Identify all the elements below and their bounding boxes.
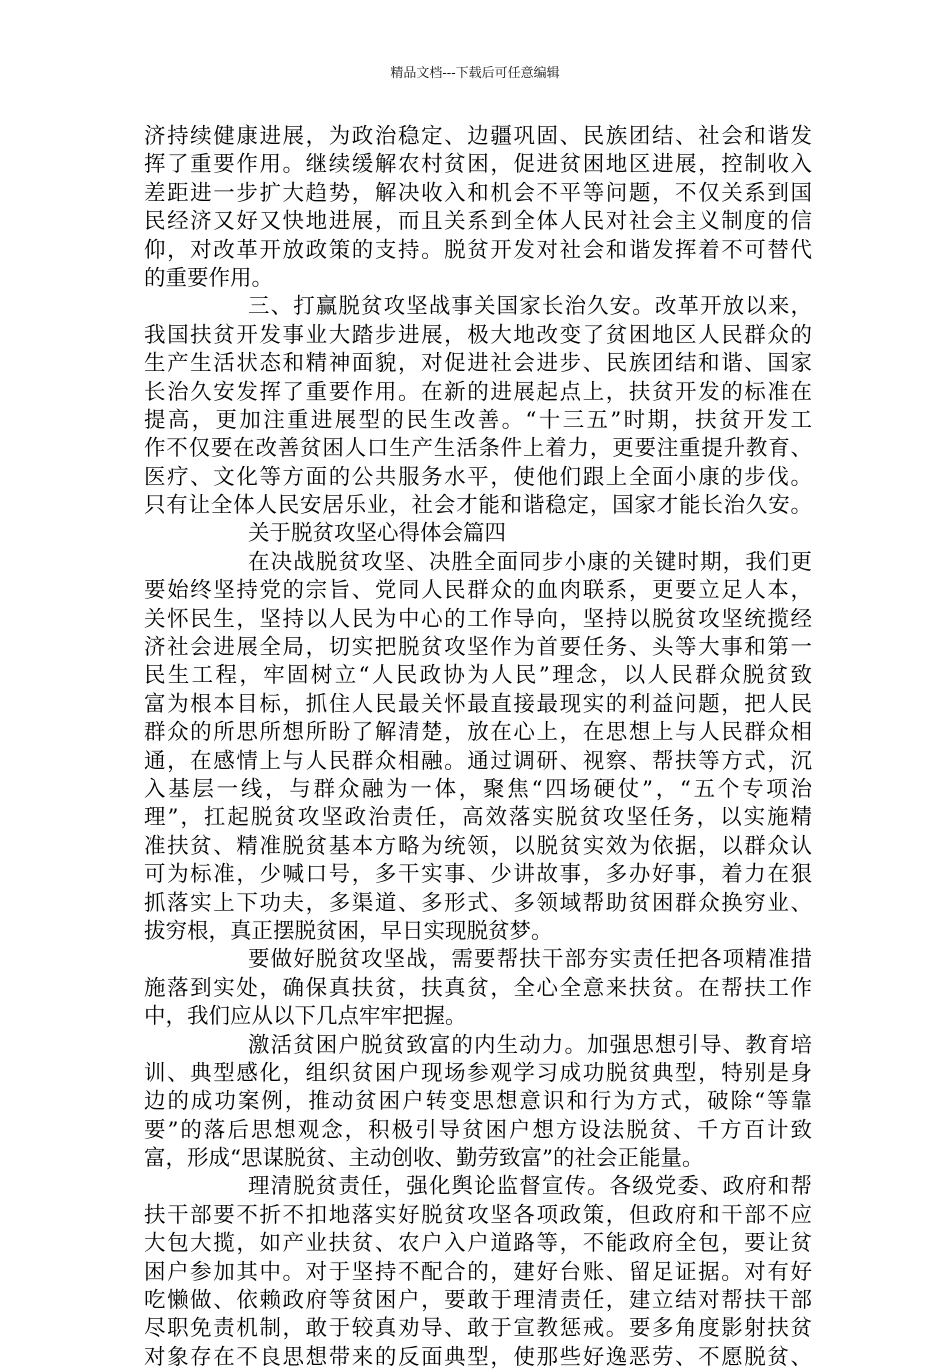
text-line: 中，我们应从以下几点牢牢把握。 (144, 1004, 467, 1030)
text-line: 只有让全体人民安居乐业，社会才能和谐稳定，国家才能长治久安。 (144, 493, 812, 519)
text-line: 激活贫困户脱贫致富的内生动力。加强思想引导、教育培 (248, 1032, 812, 1058)
text-line: 抓落实上下功夫，多渠道、多形式、多领域帮助贫困群众换穷业、 (144, 890, 812, 916)
text-line: 理”，扛起脱贫攻坚政治责任，高效落实脱贫攻坚任务，以实施精 (144, 805, 812, 831)
text-line: 济社会进展全局，切实把脱贫攻坚作为首要任务、头等大事和第一 (144, 635, 812, 661)
text-line: 挥了重要作用。继续缓解农村贫困，促进贫困地区进展，控制收入 (144, 152, 812, 178)
text-line: 民生工程，牢固树立“人民政协为人民”理念，以人民群众脱贫致 (144, 663, 812, 689)
page-header: 精品文档---下载后可任意编辑 (390, 66, 560, 81)
text-line: 大包大揽，如产业扶贫、农户入户道路等，不能政府全包，要让贫 (144, 1231, 812, 1257)
text-line: 生产生活状态和精神面貌，对促进社会进步、民族团结和谐、国家 (144, 351, 812, 377)
text-line: 准扶贫、精准脱贫基本方略为统领，以脱贫实效为依据，以群众认 (144, 833, 812, 859)
text-line: 训、典型感化，组织贫困户现场参观学习成功脱贫典型，特别是身 (144, 1060, 812, 1086)
body-text (144, 123, 812, 1372)
text-line: 关于脱贫攻坚心得体会篇四 (248, 521, 507, 547)
text-line: 长治久安发挥了重要作用。在新的进展起点上，扶贫开发的标准在 (144, 379, 812, 405)
text-line: 在决战脱贫攻坚、决胜全面同步小康的关键时期，我们更 (248, 549, 812, 575)
text-line: 富为根本目标，抓住人民最关怀最直接最现实的利益问题，把人民 (144, 691, 812, 717)
text-line: 边的成功案例，推动贫困户转变思想意识和行为方式，破除“等靠 (144, 1089, 812, 1115)
text-line: 民经济又好又快地进展，而且关系到全体人民对社会主义制度的信 (144, 209, 812, 235)
text-line: 吃懒做、依赖政府等贫困户，要敢于理清责任，建立结对帮扶干部 (144, 1288, 812, 1314)
text-line: 差距进一步扩大趋势，解决收入和机会不平等问题，不仅关系到国 (144, 180, 812, 206)
text-line: 要做好脱贫攻坚战，需要帮扶干部夯实责任把各项精准措 (248, 947, 812, 973)
text-line: 扶干部要不折不扣地落实好脱贫攻坚各项政策，但政府和干部不应 (144, 1202, 812, 1228)
text-line: 仰，对改革开放政策的支持。脱贫开发对社会和谐发挥着不可替代 (144, 237, 812, 263)
text-line: 要始终坚持党的宗旨、党同人民群众的血肉联系，更要立足人本， (144, 578, 812, 604)
text-line: 要”的落后思想观念，积极引导贫困户想方设法脱贫、千方百计致 (144, 1117, 812, 1143)
text-line: 尽职免责机制，敢于较真劝导、敢于宣教惩戒。要多角度影射扶贫 (144, 1316, 812, 1342)
text-line: 施落到实处，确保真扶贫，扶真贫，全心全意来扶贫。在帮扶工作 (144, 975, 812, 1001)
text-line: 入基层一线，与群众融为一体，聚焦“四场硬仗”，“五个专项治 (144, 776, 812, 802)
text-line: 作不仅要在改善贫困人口生产生活条件上着力，更要注重提升教育、 (144, 436, 812, 462)
text-line: 通，在感情上与人民群众相融。通过调研、视察、帮扶等方式，沉 (144, 748, 812, 774)
text-line: 对象存在不良思想带来的反面典型，使那些好逸恶劳、不愿脱贫、 (144, 1344, 812, 1370)
text-line: 关怀民生，坚持以人民为中心的工作导向，坚持以脱贫攻坚统揽经 (144, 606, 812, 632)
text-line: 医疗、文化等方面的公共服务水平，使他们跟上全面小康的步伐。 (144, 464, 812, 490)
text-line: 可为标准，少喊口号，多干实事、少讲故事，多办好事，着力在狠 (144, 862, 812, 888)
text-line: 提高，更加注重进展型的民生改善。“十三五”时期，扶贫开发工 (144, 407, 812, 433)
text-line: 的重要作用。 (144, 265, 274, 291)
text-line: 富，形成“思谋脱贫、主动创收、勤劳致富”的社会正能量。 (144, 1146, 704, 1172)
text-line: 三、打赢脱贫攻坚战事关国家长治久安。改革开放以来， (248, 294, 812, 320)
text-line: 群众的所思所想所盼了解清楚，放在心上，在思想上与人民群众相 (144, 720, 812, 746)
text-line: 拔穷根，真正摆脱贫困，早日实现脱贫梦。 (144, 918, 553, 944)
text-line: 我国扶贫开发事业大踏步进展，极大地改变了贫困地区人民群众的 (144, 322, 812, 348)
text-line: 理清脱贫责任，强化舆论监督宣传。各级党委、政府和帮 (248, 1174, 812, 1200)
text-line: 济持续健康进展，为政治稳定、边疆巩固、民族团结、社会和谐发 (144, 124, 812, 149)
text-line: 困户参加其中。对于坚持不配合的，建好台账、留足证据。对有好 (144, 1259, 812, 1285)
